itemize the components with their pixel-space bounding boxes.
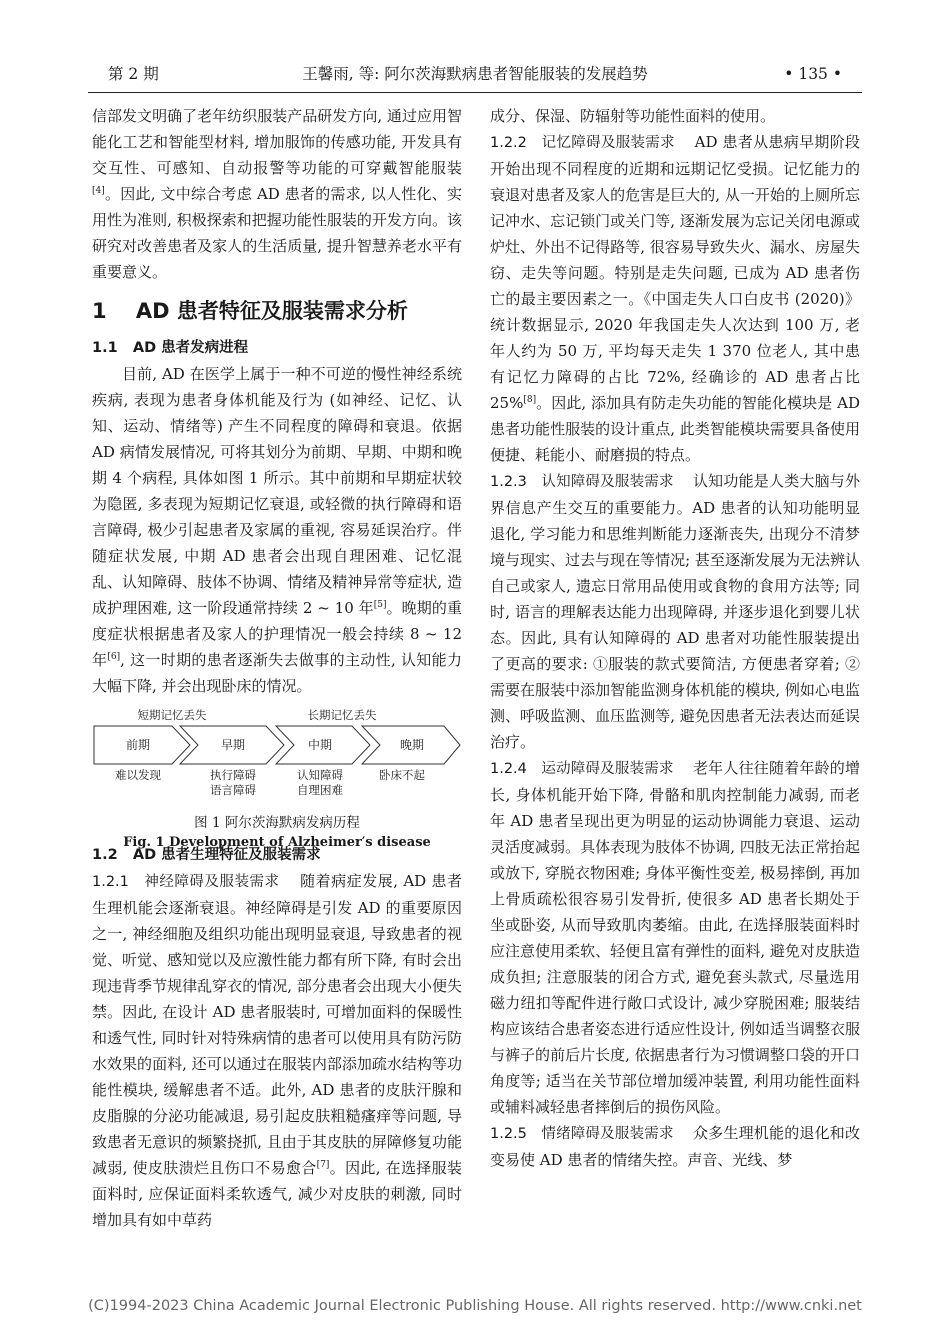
section-1-2-5-paragraph: 1.2.5 情绪障碍及服装需求 众多生理机能的退化和改变易使 AD 患者的情绪失控。声音、光线、梦 bbox=[490, 1124, 861, 1169]
right-column bbox=[490, 103, 860, 1173]
ad-progression-diagram bbox=[92, 707, 462, 805]
section-1-2-5-heading: 1.2.5 情绪障碍及服装需求 bbox=[490, 1126, 674, 1142]
continued-paragraph: 成分、保湿、防辐射等功能性面料的使用。 bbox=[490, 107, 776, 125]
section-1-2-2-heading: 1.2.2 记忆障碍及服装需求 bbox=[490, 135, 675, 151]
stage-label-late: 晚期 bbox=[399, 738, 425, 752]
section-1-2-3-heading: 1.2.3 认知障碍及服装需求 bbox=[490, 474, 674, 490]
label-short-term-memory-loss: 短期记忆丢失 bbox=[137, 708, 207, 722]
intro-paragraph: 信部发文明确了老年纺织服装产品研发方向, 通过应用智能化工艺和智能型材料, 增加服饰的传感功能, 开发具有交互性、可感知、自动报警等功能的可穿戴智能服装[4]。因此, 文中综合考虑 AD 患者的需求, 以人性化、实用性为准则, 积极探索和把握功能性服装的开发方向。该研究对改善患者及家人的生活质量, 提升智慧养老水平有重要意义。 bbox=[92, 107, 462, 281]
section-1-2-4-paragraph: 1.2.4 运动障碍及服装需求 老年人往往随着年龄的增长, 身体机能开始下降, 骨骼和肌肉控制能力减弱, 而老年 AD 患者呈现出更为明显的运动协调能力衰退、运动灵活度减弱。具体表现为肢体不协调, 四肢无法正常抬起或放下, 穿脱衣物困难; 身体平衡性变差, 极易摔倒, 再加上骨质疏松很容易引发骨折, 使很多 AD 患者长期处于坐或卧姿, 从而导致肌肉萎缩。由此, 在选择服装面料时应注意使用柔软、轻便且富有弹性的面料, 避免对皮肤造成负担; 注意服装的闭合方式, 避免套头款式, 尽量选用磁力纽扣等配件进行敞口式设计, 减少穿脱困难; 服装结构应该结合患者姿态进行适应性设计, 例如适当调整衣服与裤子的前后片长度, 依据患者行为习惯调整口袋的开口角度等; 适当在关节部位增加缓冲装置, 利用功能性面料或辅料减轻患者摔倒后的损伤风险。 bbox=[490, 759, 861, 1116]
stage-label-early: 早期 bbox=[220, 738, 246, 752]
citation-ref[interactable]: [8] bbox=[523, 395, 537, 405]
section-1-1-paragraph: 目前, AD 在医学上属于一种不可逆的慢性神经系统疾病, 表现为患者身体机能及行为 (如神经、记忆、认知、运动、情绪等) 产生不同程度的障碍和衰退。依据 AD 病情发展情况, 可将其划分为前期、早期、中期和晚期 4 个病程, 具体如图 1 所示。其中前期和早期症状较为隐匿, 多表现为短期记忆衰退, 或轻微的执行障碍和语言障碍, 极少引起患者及家属的重视, 容易延误治疗。伴随症状发展, 中期 AD 患者会出现自理困难、记忆混乱、认知障碍、肢体不协调、情绪及精神异常等症状, 造成护理困难, 这一阶段通常持续 2 ~ 10 年[5]。晚期的重度症状根据患者及家人的护理情况一般会持续 8 ~ 12 年[6], 这一时期的患者逐渐失去做事的主动性, 认知能力大幅下降, 并会出现卧床的情况。 bbox=[92, 365, 462, 695]
left-column bbox=[92, 103, 462, 1233]
symptom-label: 自理困难 bbox=[297, 783, 343, 797]
section-1-2-4-heading: 1.2.4 运动障碍及服装需求 bbox=[490, 761, 674, 777]
label-long-term-memory-loss: 长期记忆丢失 bbox=[307, 708, 377, 722]
section-1-1-heading: 1.1 AD 患者发病进程 bbox=[92, 340, 249, 356]
symptom-label: 执行障碍 bbox=[210, 768, 256, 782]
section-1-2-heading: 1.2 AD 患者生理特征及服装需求 bbox=[92, 847, 321, 863]
running-title: 王馨雨, 等: 阿尔茨海默病患者智能服装的发展趋势 bbox=[302, 65, 648, 83]
copyright-footer: (C)1994-2023 China Academic Journal Electronic Publishing House. All rights reserved. http://www.cnki.net bbox=[88, 1298, 862, 1314]
header-rule bbox=[88, 92, 862, 93]
section-1-2-1-heading: 1.2.1 神经障碍及服装需求 bbox=[92, 874, 280, 890]
citation-ref[interactable]: [7] bbox=[316, 1160, 330, 1170]
running-header bbox=[100, 62, 850, 86]
citation-ref[interactable]: [5] bbox=[373, 600, 387, 610]
symptom-label: 语言障碍 bbox=[210, 783, 256, 797]
figure-1 bbox=[92, 707, 462, 850]
citation-ref[interactable]: [4] bbox=[92, 186, 105, 196]
stage-label-middle: 中期 bbox=[307, 738, 333, 752]
symptom-label: 难以发现 bbox=[115, 768, 161, 782]
stage-label-early-pre: 前期 bbox=[125, 738, 151, 752]
section-1-2-2-paragraph: 1.2.2 记忆障碍及服装需求 AD 患者从患病早期阶段开始出现不同程度的近期和远期记忆受损。记忆能力的衰退对患者及家人的危害是巨大的, 从一开始的上厕所忘记冲水、忘记锁门或关门等, 逐渐发展为忘记关闭电源或炉灶、外出不记得路等, 很容易导致失火、漏水、房屋失窃、走失等问题。特别是走失问题, 已成为 AD 患者伤亡的最主要因素之一。《中国走失人口白皮书 (2020)》统计数据显示, 2020 年我国走失人次达到 100 万, 老年人约为 50 万, 平均每天走失 1 370 位老人, 其中患有记忆力障碍的占比 72%, 经确诊的 AD 患者占比 25%[8]。因此, 添加具有防走失功能的智能化模块是 AD 患者功能性服装的设计重点, 此类智能模块需要具备使用便捷、耗能小、耐磨损的特点。 bbox=[490, 133, 861, 464]
issue-number: 第 2 期 bbox=[108, 65, 159, 83]
symptom-label: 认知障碍 bbox=[297, 768, 343, 782]
page-number: • 135 • bbox=[784, 65, 842, 83]
figure-caption-en: Fig. 1 Development of Alzheimer′s disease bbox=[123, 835, 431, 850]
figure-caption-cn: 图 1 阿尔茨海默病发病历程 bbox=[194, 815, 360, 831]
citation-ref[interactable]: [6] bbox=[107, 652, 121, 662]
section-1-2-3-paragraph: 1.2.3 认知障碍及服装需求 认知功能是人类大脑与外界信息产生交互的重要能力。AD 患者的认知功能明显退化, 学习能力和思维判断能力逐渐丧失, 出现分不清梦境与现实、过去与现在等情况; 甚至逐渐发展为无法辨认自己或家人, 遗忘日常用品使用或食物的食用方法等; 同时, 语言的理解表达能力出现障碍, 并逐步退化到婴儿状态。因此, 具有认知障碍的 AD 患者对功能性服装提出了更高的要求: ①服装的款式要简洁, 方便患者穿着; ②需要在服装中添加智能监测身体机能的模块, 例如心电监测、呼吸监测、血压监测等, 避免因患者无法表达而延误治疗。 bbox=[490, 472, 861, 751]
section-1-2-1-paragraph: 1.2.1 神经障碍及服装需求 随着病症发展, AD 患者生理机能会逐渐衰退。神经障碍是引发 AD 的重要原因之一, 神经细胞及组织功能出现明显衰退, 导致患者的视觉、听觉、感知觉以及应激性能力都有所下降, 有时会出现违背季节规律乱穿衣的情况, 部分患者会出现大小便失禁。因此, 在设计 AD 患者服装时, 可增加面料的保暖性和透气性, 同时针对特殊病情的患者可以使用具有防污防水效果的面料, 还可以通过在服装内部添加疏水结构等功能性模块, 缓解患者不适。此外, AD 患者的皮肤汗腺和皮脂腺的分泌功能减退, 易引起皮肤粗糙瘙痒等问题, 导致患者无意识的频繁挠抓, 且由于其皮肤的屏障修复功能减弱, 使皮肤溃烂且伤口不易愈合[7]。因此, 在选择服装面料时, 应保证面料柔软透气, 减少对皮肤的刺激, 同时增加具有如中草药 bbox=[92, 872, 463, 1229]
symptom-label: 卧床不起 bbox=[379, 768, 425, 782]
section-1-heading: 1 AD 患者特征及服装需求分析 bbox=[92, 299, 408, 323]
